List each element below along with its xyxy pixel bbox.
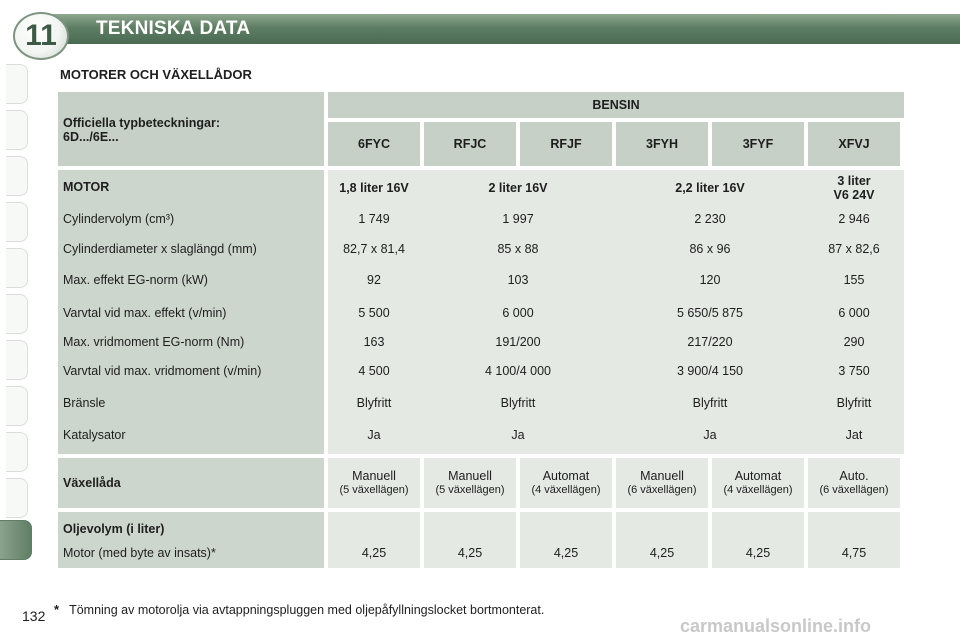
gearbox-type: Automat: [542, 469, 590, 483]
spec-value: 120: [699, 273, 721, 287]
type-code: 3FYF: [742, 137, 774, 151]
spec-value: 82,7 x 81,4: [343, 242, 405, 256]
spec-value: Jat: [845, 428, 863, 442]
spec-value: Blyfritt: [692, 396, 728, 410]
footnote-marker: *: [54, 602, 60, 617]
engine-label: 1,8 liter 16V: [339, 181, 409, 195]
oil-sub-label: Motor (med byte av insats)*: [63, 546, 216, 560]
spec-row-label: Cylinderdiameter x slaglängd (mm): [63, 242, 257, 256]
gearbox-detail: (5 växellägen): [435, 483, 505, 496]
section-title: MOTORER OCH VÄXELLÅDOR: [60, 67, 252, 82]
spec-value: Blyfritt: [500, 396, 536, 410]
footnote-text: Tömning av motorolja via avtappningspluggen med oljepåfyllningslocket bortmonterat.: [69, 603, 545, 617]
oil-label: Oljevolym (i liter): [63, 522, 165, 536]
spec-value: 163: [363, 335, 385, 349]
type-code: RFJC: [453, 137, 487, 151]
gearbox-type: Manuell: [352, 469, 396, 483]
oil-value: 4,25: [649, 546, 675, 560]
type-label: Officiella typbeteckningar: 6D.../6E...: [63, 116, 220, 144]
engine-label: 3 liter V6 24V: [833, 174, 875, 202]
side-tab[interactable]: [6, 64, 28, 104]
spec-value: 6 000: [838, 306, 870, 320]
side-tabs: [0, 64, 30, 574]
engine-label: 2,2 liter 16V: [675, 181, 745, 195]
spec-value: 4 100/4 000: [484, 364, 552, 378]
spec-value: Ja: [703, 428, 717, 442]
engine-label: 2 liter 16V: [488, 181, 548, 195]
page-title: TEKNISKA DATA: [96, 18, 251, 39]
motor-label: MOTOR: [63, 180, 110, 194]
side-tab[interactable]: [6, 432, 28, 472]
chapter-badge: 11: [13, 12, 69, 60]
spec-value: 92: [367, 273, 381, 287]
gearbox-detail: (5 växellägen): [339, 483, 409, 496]
spec-row-label: Varvtal vid max. vridmoment (v/min): [63, 364, 262, 378]
spec-value: 6 000: [502, 306, 534, 320]
side-tab[interactable]: [6, 294, 28, 334]
spec-row-label: Max. vridmoment EG-norm (Nm): [63, 335, 245, 349]
spec-row-label: Max. effekt EG-norm (kW): [63, 273, 208, 287]
spec-row-label: Cylindervolym (cm³): [63, 212, 175, 226]
spec-value: Ja: [511, 428, 525, 442]
type-code: 3FYH: [646, 137, 678, 151]
spec-value: 4 500: [358, 364, 390, 378]
spec-value: 217/220: [687, 335, 733, 349]
spec-value: 103: [507, 273, 529, 287]
spec-row-label: Katalysator: [63, 428, 126, 442]
spec-value: 155: [843, 273, 865, 287]
page-number: 132: [22, 608, 46, 624]
spec-value: Ja: [367, 428, 381, 442]
spec-value: 87 x 82,6: [828, 242, 880, 256]
footnote: [54, 602, 544, 617]
spec-value: 3 750: [838, 364, 870, 378]
oil-value: 4,25: [745, 546, 771, 560]
gearbox-detail: (4 växellägen): [723, 483, 793, 496]
type-code: 6FYC: [358, 137, 390, 151]
side-tab[interactable]: [6, 110, 28, 150]
type-code: XFVJ: [838, 137, 870, 151]
spec-value: 5 500: [358, 306, 390, 320]
oil-value: 4,25: [553, 546, 579, 560]
spec-value: Blyfritt: [356, 396, 392, 410]
fuel-group-label: BENSIN: [592, 98, 640, 112]
spec-row-label: Bränsle: [63, 396, 106, 410]
gearbox-type: Automat: [734, 469, 782, 483]
gearbox-type: Auto.: [839, 469, 869, 483]
side-tab[interactable]: [6, 156, 28, 196]
side-tab[interactable]: [6, 202, 28, 242]
spec-value: 2 946: [838, 212, 870, 226]
gearbox-detail: (4 växellägen): [531, 483, 601, 496]
side-tab-active[interactable]: [0, 520, 32, 560]
spec-value: 2 230: [694, 212, 726, 226]
side-tab[interactable]: [6, 248, 28, 288]
oil-value: 4,75: [841, 546, 867, 560]
spec-value: 1 997: [502, 212, 534, 226]
side-tab[interactable]: [6, 478, 28, 518]
spec-value: 3 900/4 150: [676, 364, 744, 378]
side-tab[interactable]: [6, 340, 28, 380]
side-tab[interactable]: [6, 386, 28, 426]
spec-value: Blyfritt: [836, 396, 872, 410]
spec-row-label: Varvtal vid max. effekt (v/min): [63, 306, 227, 320]
spec-value: 5 650/5 875: [676, 306, 744, 320]
spec-value: 191/200: [495, 335, 541, 349]
watermark: carmanualsonline.info: [680, 616, 872, 636]
spec-value: 290: [843, 335, 865, 349]
gearbox-type: Manuell: [640, 469, 684, 483]
spec-value: 86 x 96: [689, 242, 731, 256]
gearbox-detail: (6 växellägen): [819, 483, 889, 496]
spec-value: 85 x 88: [497, 242, 539, 256]
type-code: RFJF: [550, 137, 582, 151]
spec-value: 1 749: [358, 212, 390, 226]
gearbox-type: Manuell: [448, 469, 492, 483]
oil-value: 4,25: [457, 546, 483, 560]
oil-value: 4,25: [361, 546, 387, 560]
gearbox-detail: (6 växellägen): [627, 483, 697, 496]
gearbox-label: Växellåda: [63, 476, 121, 490]
